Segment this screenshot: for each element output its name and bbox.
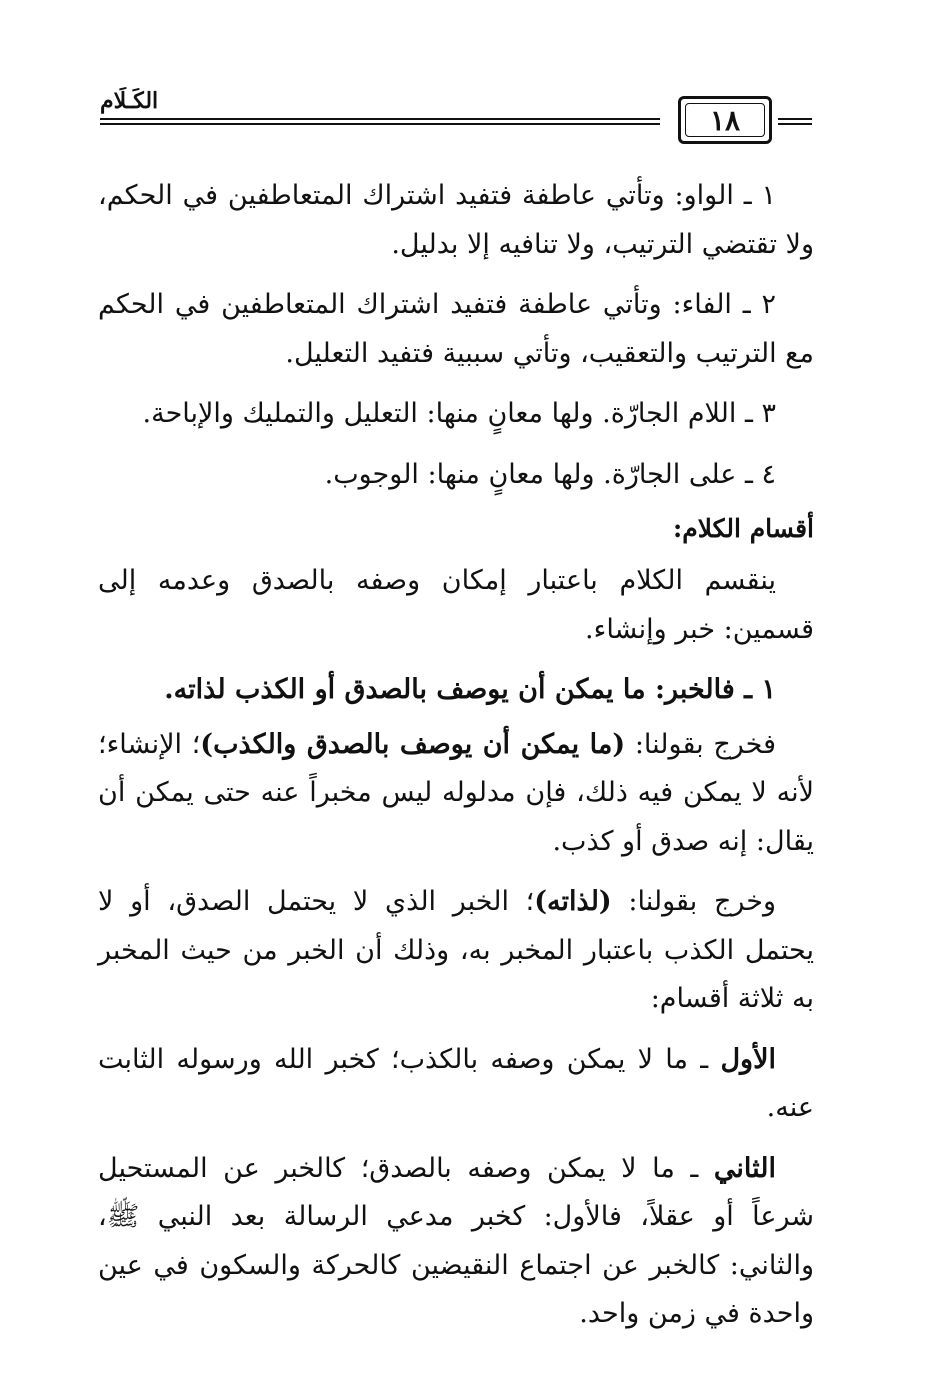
header-ornament-dash xyxy=(778,118,812,120)
page-number: ١٨ xyxy=(709,104,741,137)
exclusion-2-lead: وخرج بقولنا: xyxy=(611,886,776,917)
exclusion-2-rest: ؛ الخبر الذي لا يحتمل الصدق، أو لا يحتمل الكذب باعتبار المخبر به، وذلك أن الخبر من حيث المخبر به ثلاثة أقسام: xyxy=(98,886,814,1014)
exclusion-2-quote: (لذاته) xyxy=(534,886,612,917)
paragraph-exclusion-2 xyxy=(98,878,814,1024)
paragraph-division-first xyxy=(98,1036,814,1133)
page-header xyxy=(100,82,812,157)
division-second-text: ـ ما لا يمكن وصفه بالصدق؛ كالخبر عن المستحيل شرعاً أو عقلاً، فالأول: كخبر مدعي الرسالة بعد النبي ﷺ، والثاني: كالخبر عن اجتماع النقيضين كالحركة والسكون في عين واحدة في زمن واحد. xyxy=(98,1152,814,1329)
paragraph-division-second xyxy=(98,1145,814,1339)
exclusion-1-rest: ؛ الإنشاء؛ لأنه لا يمكن فيه ذلك، فإن مدلوله ليس مخبراً عنه حتى يمكن أن يقال: إنه صدق أو كذب. xyxy=(98,728,814,857)
paragraph-waw: ١ ـ الواو: وتأتي عاطفة فتفيد اشتراك المتعاطفين في الحكم، ولا تقتضي الترتيب، ولا تنافيه إلا بدليل. xyxy=(98,180,814,260)
paragraph-ala: ٤ ـ على الجارّة. ولها معانٍ منها: الوجوب. xyxy=(324,458,776,490)
division-second-label: الثاني xyxy=(713,1152,776,1184)
division-first-text: ـ ما لا يمكن وصفه بالكذب؛ كخبر الله ورسوله الثابت عنه. xyxy=(98,1043,814,1123)
paragraph-intro: ينقسم الكلام باعتبار إمكان وصفه بالصدق وعدمه إلى قسمين: خبر وإنشاء. xyxy=(98,565,814,645)
paragraph-fa: ٢ ـ الفاء: وتأتي عاطفة فتفيد اشتراك المتعاطفين في الحكم مع الترتيب والتعقيب، وتأتي سببية فتفيد التعليل. xyxy=(98,289,814,369)
header-rule xyxy=(100,118,660,120)
exclusion-1-quote: (ما يمكن أن يوصف بالصدق والكذب) xyxy=(200,728,626,760)
header-ornament-dash xyxy=(778,123,812,125)
header-rule xyxy=(100,123,660,125)
section-heading: أقسام الكلام: xyxy=(673,514,814,543)
paragraph-lam: ٣ ـ اللام الجارّة. ولها معانٍ منها: التعليل والتمليك والإباحة. xyxy=(142,398,776,429)
paragraph-definition xyxy=(98,666,814,715)
definition-text: ١ ـ فالخبر: ما يمكن أن يوصف بالصدق أو الكذب لذاته. xyxy=(164,674,776,705)
exclusion-1-lead: فخرج بقولنا: xyxy=(625,728,777,760)
running-title: الكَـلَام xyxy=(100,88,159,114)
paragraph-exclusion-1 xyxy=(98,721,814,867)
page-number-frame xyxy=(678,96,772,144)
page-body xyxy=(98,172,814,1351)
division-first-label: الأول xyxy=(720,1043,776,1075)
